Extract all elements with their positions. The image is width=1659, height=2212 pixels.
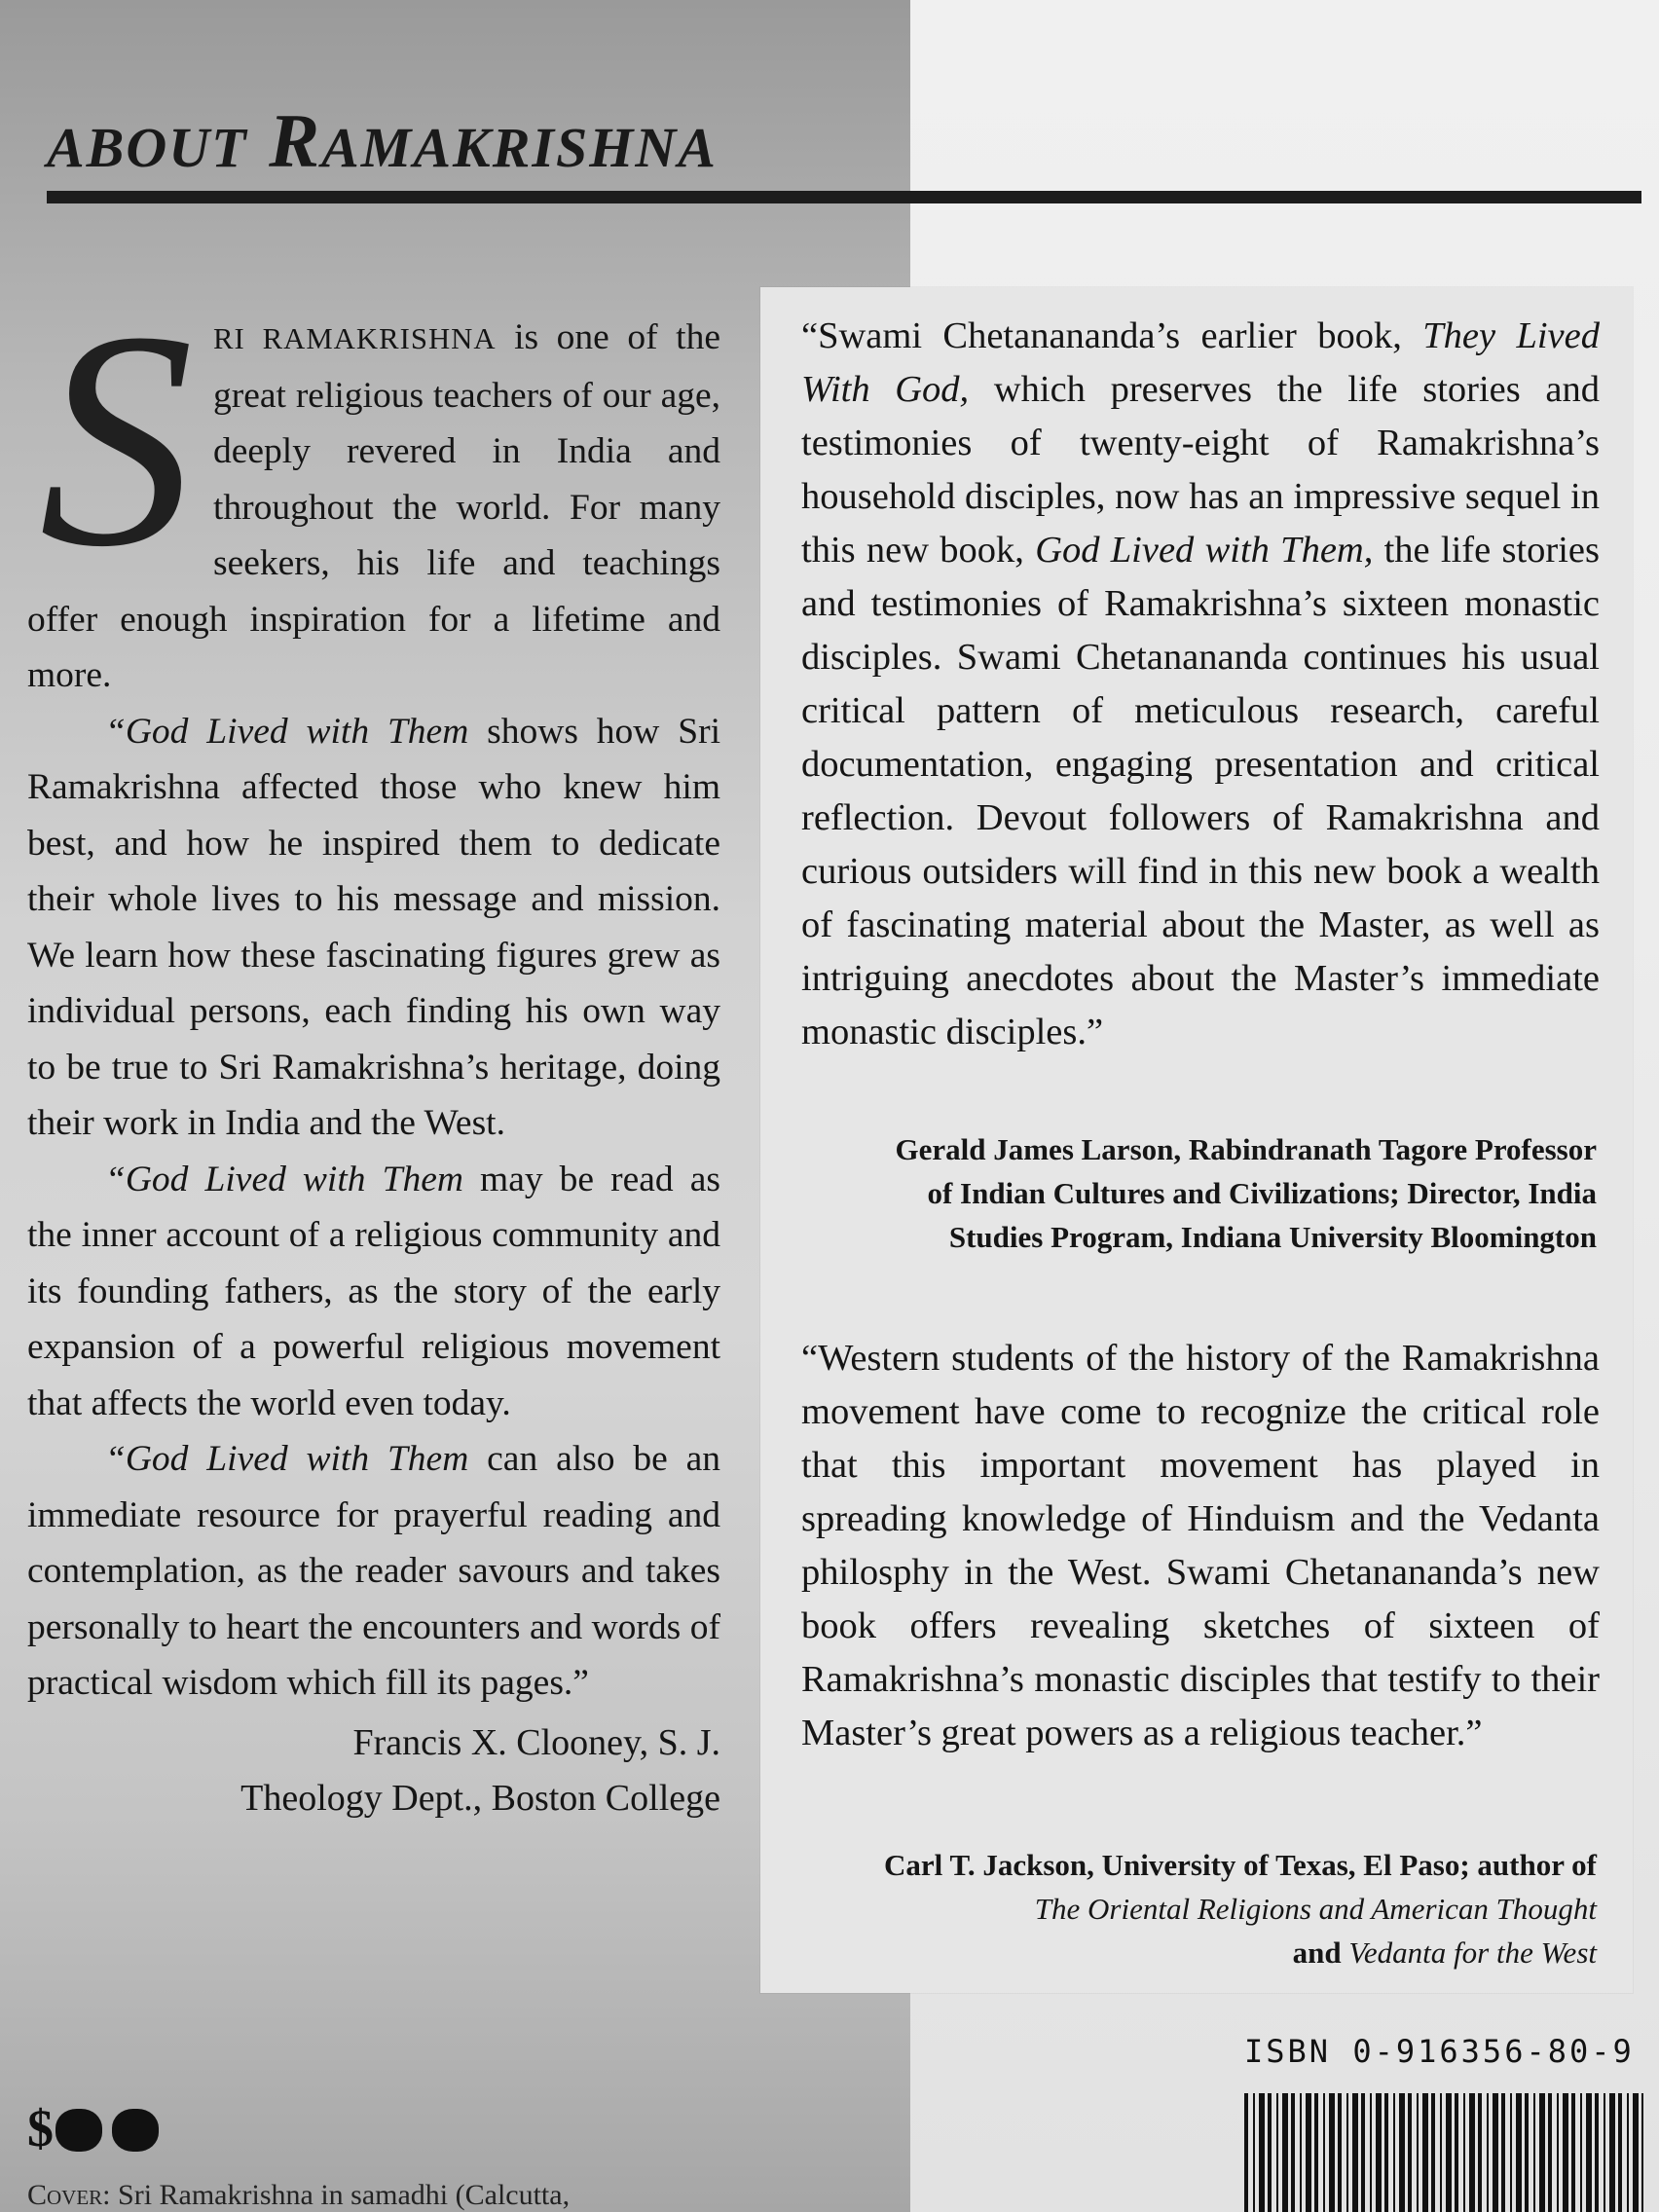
attribution-line: of Indian Cultures and Civilizations; Director, India xyxy=(927,1176,1597,1210)
clooney-attribution xyxy=(27,1715,720,1826)
paragraph-4-text: can also be an immediate resource for prayerful reading and contemplation, as the reader savours and takes personally to heart the encounters and words of practical wisdom which fill its pages.” xyxy=(27,1439,721,1703)
book-title-italic: They Lived With God, xyxy=(801,315,1600,410)
paragraph-2-text: shows how Sri Ramakrishna affected those who knew him best, and how he inspired them to dedicate their whole lives to his message and mission. We learn how these fascinating figures grew as individual persons, each finding his own way to be true to Sri Ramakrishna’s heritage, doing their work in India and the West. xyxy=(27,711,720,1143)
price-label xyxy=(27,2098,159,2158)
price-obscured-digits xyxy=(55,2109,102,2152)
isbn-number: ISBN 0-916356-80-9 xyxy=(1244,2033,1635,2070)
barcode-image xyxy=(1244,2093,1643,2212)
book-title-italic: “God Lived with Them xyxy=(105,1439,469,1479)
price-symbol: $ xyxy=(27,2099,54,2157)
quote-text: the life stories and testimonies of Ramakrishna’s sixteen monastic disciples. Swami Chetanananda continues his usual critical pattern of meticulous research, careful documentation, engaging presentation and critical reflection. Devout followers of Ramakrishna and curious outsiders will find in this new book a wealth of fascinating material about the Master, as well as intriguing anecdotes about the Master’s immediate monastic disciples.” xyxy=(801,530,1600,1052)
paragraph-4 xyxy=(27,1431,720,1712)
larson-attribution xyxy=(779,1127,1597,1259)
book-title-italic: “God Lived with Them xyxy=(105,711,469,752)
title-rule xyxy=(47,191,1641,203)
cover-label: Cover: xyxy=(27,2179,111,2211)
drop-cap: S xyxy=(39,268,194,610)
paragraph-3-text: may be read as the inner account of a religious community and its founding fathers, as the story of the early expansion of a powerful religious movement that affects the world even today. xyxy=(27,1159,720,1423)
intro-text: is one of the great religious teachers of our age, deeply revered in India and throughout the world. For many seekers, his life and teachings offer enough inspiration for a lifetime and more. xyxy=(27,317,720,695)
book-title-italic: God Lived with Them, xyxy=(1035,530,1374,571)
quote-text: which preserves the life stories and testimonies of twenty-eight of Ramakrishna’s household disciples, now has an impressive sequel in this new book, xyxy=(801,369,1600,571)
attribution-line: Carl T. Jackson, University of Texas, El Paso; author of xyxy=(884,1848,1597,1882)
book-title-italic: “God Lived with Them xyxy=(105,1159,463,1199)
book-title-italic: The Oriental Religions and American Thought xyxy=(1034,1892,1597,1926)
larson-quote xyxy=(801,310,1600,1059)
title-rest: AMAKRISHNA xyxy=(321,116,718,179)
attribution-line: Studies Program, Indiana University Bloomington xyxy=(948,1220,1597,1254)
about-text-column xyxy=(27,268,721,1826)
attribution-affiliation: Theology Dept., Boston College xyxy=(240,1777,720,1819)
attribution-line: Gerald James Larson, Rabindranath Tagore Professor xyxy=(895,1132,1597,1166)
title-initial: R xyxy=(269,98,322,183)
intro-paragraph xyxy=(27,268,720,704)
book-title-italic: Vedanta for the West xyxy=(1348,1936,1597,1970)
intro-smallcaps: RI RAMAKRISHNA xyxy=(213,322,497,355)
jackson-attribution xyxy=(779,1843,1597,1974)
paragraph-3 xyxy=(27,1152,720,1432)
title-about: ABOUT xyxy=(47,116,248,179)
price-obscured-digits xyxy=(112,2109,159,2152)
cover-text: Sri Ramakrishna in samadhi (Calcutta, xyxy=(110,2179,571,2211)
attribution-and: and xyxy=(1292,1936,1349,1970)
page-title xyxy=(47,97,718,185)
cover-caption xyxy=(27,2179,570,2212)
paragraph-2 xyxy=(27,704,720,1152)
attribution-name: Francis X. Clooney, S. J. xyxy=(352,1721,720,1763)
jackson-quote: “Western students of the history of the Ramakrishna movement have come to recognize the critical role that this important movement has played in spreading knowledge of Hinduism and the Vedanta philosphy in the West. Swami Chetanananda’s new book offers revealing sketches of sixteen of Ramakrishna’s monastic disciples that testify to their Master’s great powers as a religious teacher.” xyxy=(801,1338,1600,1753)
quote-text: “Swami Chetanananda’s earlier book, xyxy=(801,315,1423,356)
